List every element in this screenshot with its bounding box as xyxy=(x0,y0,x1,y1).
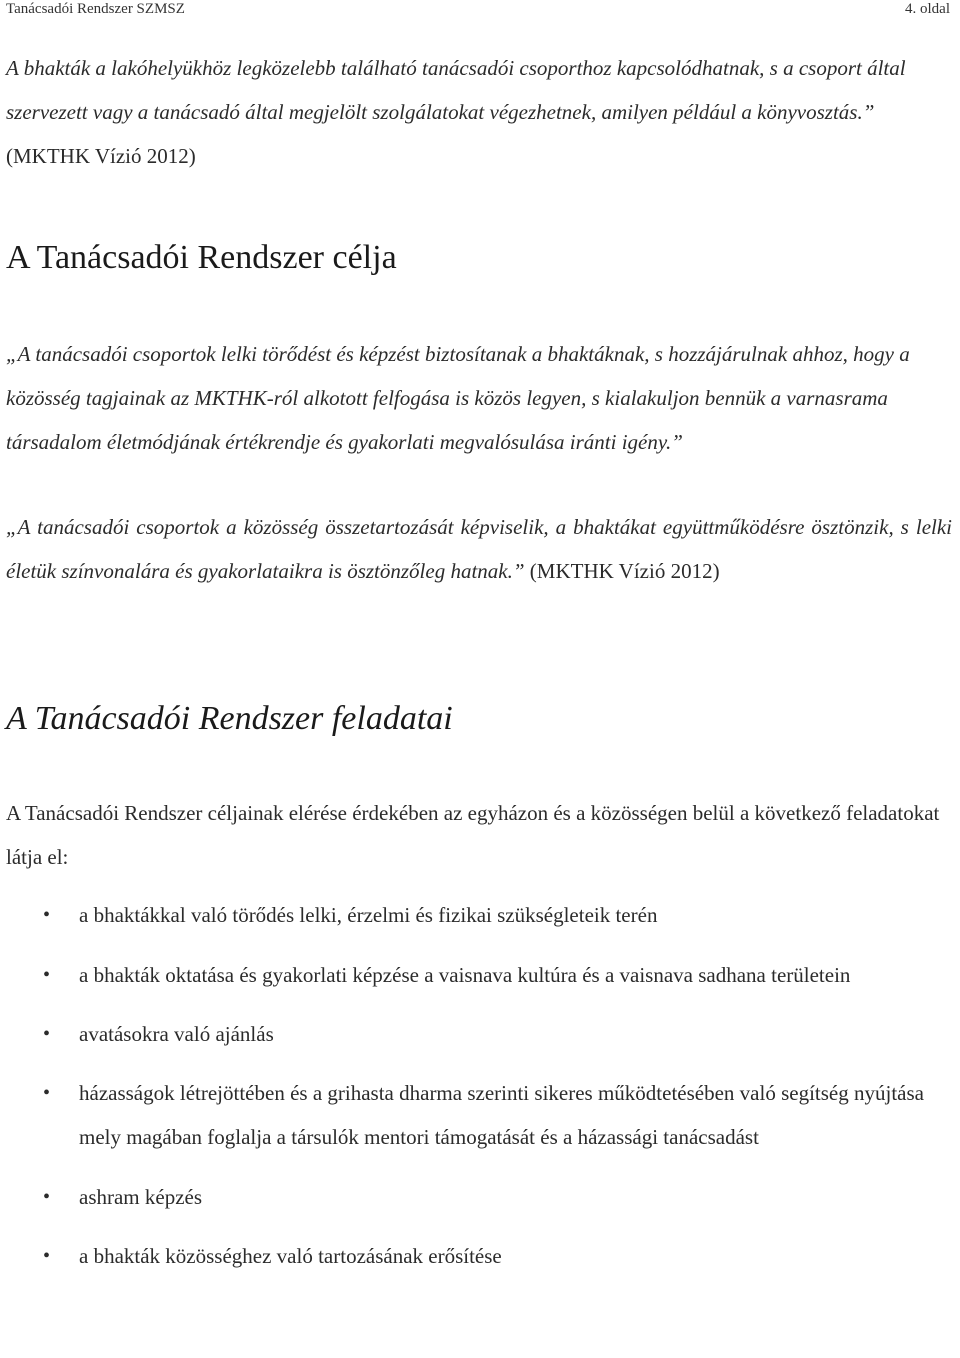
intro-citation: (MKTHK Vízió 2012) xyxy=(6,144,196,168)
list-item xyxy=(6,953,952,997)
page-header xyxy=(6,0,950,22)
goal-quote-2-paragraph xyxy=(6,505,952,593)
list-item-text: házasságok létrejöttében és a grihasta dharma szerinti sikeres működtetésében való segítség nyújtása mely magában foglalja a társulók mentori támogatását és a házassági tanácsadást xyxy=(79,1081,924,1149)
list-item xyxy=(6,1071,952,1159)
list-item-text: a bhakták oktatása és gyakorlati képzése a vaisnava kultúra és a vaisnava sadhana területein xyxy=(79,963,851,987)
list-item-text: a bhakták közösséghez való tartozásának erősítése xyxy=(79,1244,502,1268)
section-heading-goal: A Tanácsadói Rendszer célja xyxy=(6,239,397,276)
bullet-icon: • xyxy=(43,904,51,926)
tasks-intro-block xyxy=(6,791,952,879)
list-item xyxy=(6,1234,952,1278)
bullet-icon: • xyxy=(43,1245,51,1267)
bullet-icon: • xyxy=(43,964,51,986)
intro-paragraph xyxy=(6,46,952,178)
goal-quote2-block xyxy=(6,505,952,593)
intro-paragraph-block xyxy=(6,46,952,178)
goal-quote1-block xyxy=(6,332,952,464)
list-item xyxy=(6,1012,952,1056)
intro-text: A bhakták a lakóhelyükhöz legközelebb található tanácsadói csoporthoz kapcsolódhatnak, s a csoport által szervezett vagy a tanácsadó által megjelölt szolgálatokat végezhetnek, amilyen például a könyvosztás.” xyxy=(6,56,906,124)
section-heading-tasks: A Tanácsadói Rendszer feladatai xyxy=(6,700,453,737)
goal-quote-1: „A tanácsadói csoportok lelki törődést és képzést biztosítanak a bhaktáknak, s hozzájárulnak ahhoz, hogy a közösség tagjainak az MKTHK-ról alkotott felfogása is közös legyen, s kialakuljon bennük a varnasrama társadalom életmódjának értékrendje és gyakorlati megvalósulása iránti igény.” xyxy=(6,342,910,454)
goal-heading-block xyxy=(6,238,952,278)
list-item-text: avatásokra való ajánlás xyxy=(79,1022,274,1046)
bullet-icon: • xyxy=(43,1023,51,1045)
list-item-text: a bhaktákkal való törődés lelki, érzelmi és fizikai szükségleteik terén xyxy=(79,903,658,927)
tasks-list xyxy=(6,893,952,1278)
list-item-text: ashram képzés xyxy=(79,1185,203,1209)
bullet-icon: • xyxy=(43,1186,51,1208)
page-number: 4. oldal xyxy=(905,1,950,17)
goal-quote-2: „A tanácsadói csoportok a közösség összetartozását képviselik, a bhaktákat együttműködésre ösztönzik, s lelki életük színvonalára és gyakorlataikra is ösztönzőleg hatnak.” xyxy=(6,515,952,583)
tasks-list-block xyxy=(6,893,952,1278)
goal-citation: (MKTHK Vízió 2012) xyxy=(529,559,720,583)
bullet-icon: • xyxy=(43,1082,51,1104)
tasks-heading-block xyxy=(6,699,952,739)
document-title: Tanácsadói Rendszer SZMSZ xyxy=(6,1,185,17)
list-item xyxy=(6,893,952,937)
list-item xyxy=(6,1175,952,1219)
tasks-intro-paragraph: A Tanácsadói Rendszer céljainak elérése érdekében az egyházon és a közösségen belül a következő feladatokat látja el: xyxy=(6,801,940,869)
